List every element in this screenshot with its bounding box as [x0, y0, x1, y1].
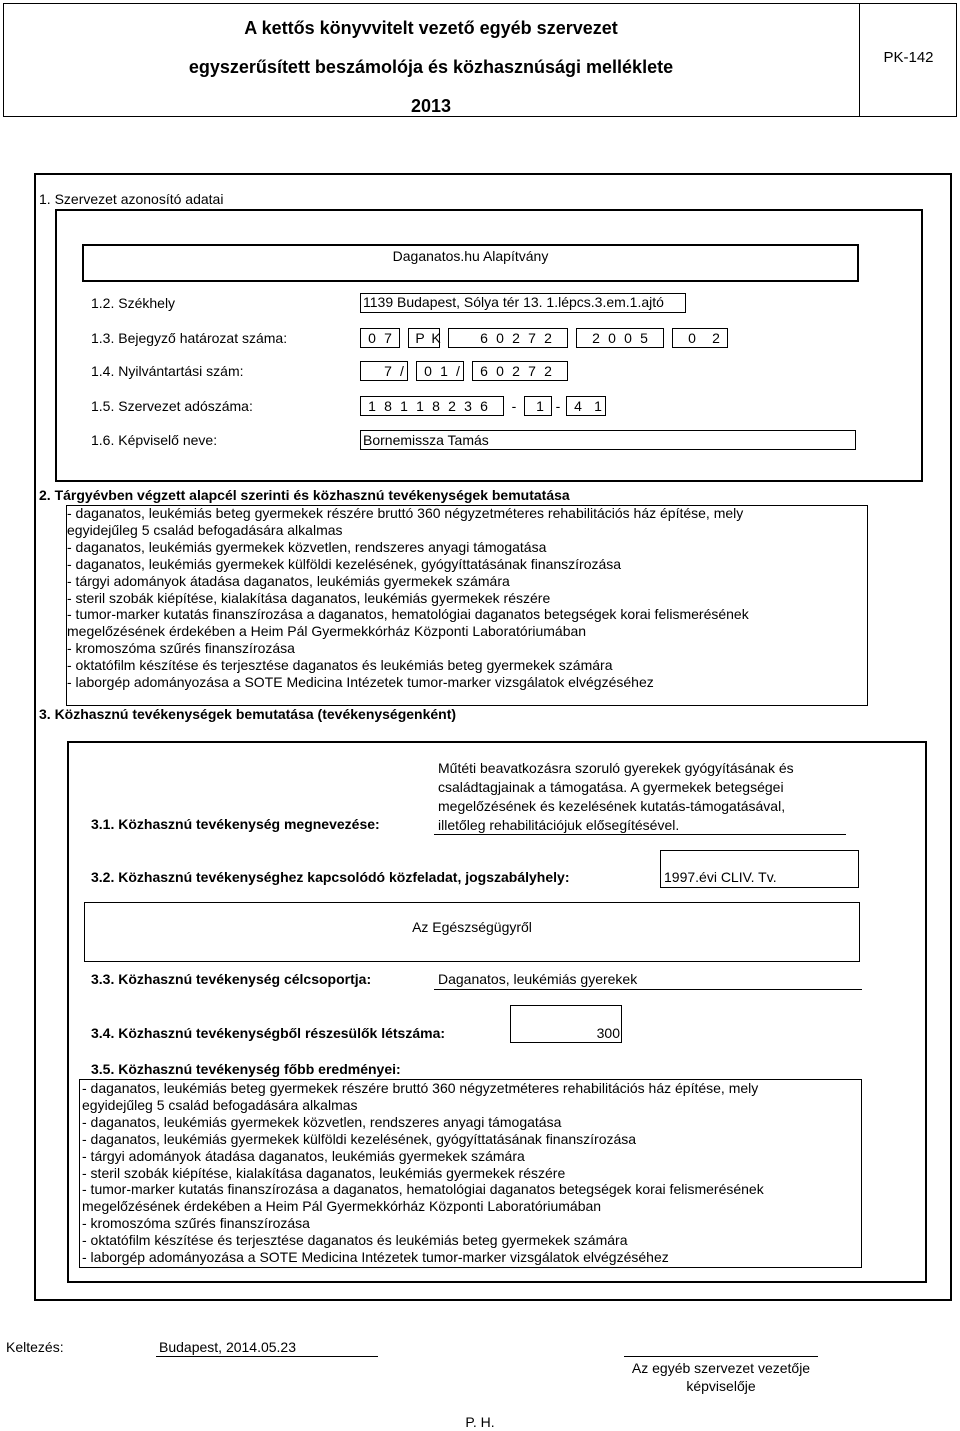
section1-heading: 1. Szervezet azonosító adatai — [39, 191, 224, 207]
tax-char: 1 — [416, 398, 424, 414]
seat-value: 1139 Budapest, Sólya tér 13. 1.lépcs.3.em.1.ajtó — [363, 294, 664, 310]
participants-label: 3.4. Közhasznú tevékenységből részesülők létszáma: — [91, 1025, 446, 1041]
public-task-value: 1997.évi CLIV. Tv. — [664, 869, 777, 885]
resolution-char: P — [415, 330, 425, 346]
activity-name-underline — [434, 834, 846, 835]
section2-line: - laborgép adományozása a SOTE Medicina Intézetek tumor-marker vizsgálatok elvégzéséhez — [67, 674, 654, 691]
activity-name-line: megelőzésének és kezelésének kutatás-támogatásával, — [438, 798, 786, 814]
section2-line: - tumor-marker kutatás finanszírozása a daganatos, hematológiai daganatos betegségek korai felismerésének — [67, 606, 749, 623]
results-text — [82, 1080, 764, 1266]
tax-char: 8 — [384, 398, 392, 414]
target-group-value: Daganatos, leukémiás gyerekek — [438, 971, 638, 987]
date-value: Budapest, 2014.05.23 — [159, 1339, 297, 1355]
resolution-char: 0 — [624, 330, 632, 346]
activity-name-line: illetőleg rehabilitációjuk elősegítésével. — [438, 817, 680, 833]
rep-label: 1.6. Képviselő neve: — [91, 432, 218, 448]
section3-heading: 3. Közhasznú tevékenységek bemutatása (tevékenységenként) — [39, 706, 457, 722]
registry-char: 6 — [480, 363, 488, 379]
public-task-label: 3.2. Közhasznú tevékenységhez kapcsolódó közfeladat, jogszabályhely: — [91, 869, 570, 885]
signatory-line1: Az egyéb szervezet vezetője — [631, 1360, 811, 1376]
resolution-char: 0 — [368, 330, 376, 346]
tax-char: 8 — [432, 398, 440, 414]
tax-char: 2 — [448, 398, 456, 414]
section2-line: egyidejűleg 5 család befogadására alkalmas — [67, 521, 343, 538]
results-line: - tumor-marker kutatás finanszírozása a daganatos, hematológiai daganatos betegségek korai felismerésének — [82, 1181, 764, 1198]
resolution-char: 2 — [712, 330, 720, 346]
tax-char: - — [555, 398, 561, 414]
resolution-char: 2 — [544, 330, 552, 346]
section2-heading: 2. Tárgyévben végzett alapcél szerinti és közhasznú tevékenységek bemutatása — [39, 487, 570, 503]
tax-char: - — [511, 398, 517, 414]
results-line: - oktatófilm készítése és terjesztése daganatos és leukémiás beteg gyermekek számára — [82, 1232, 628, 1249]
results-line: egyidejűleg 5 család befogadására alkalmas — [82, 1096, 358, 1113]
stamp-placeholder: P. H. — [465, 1414, 495, 1430]
registry-char: 2 — [544, 363, 552, 379]
resolution-char: 5 — [640, 330, 648, 346]
law-title: Az Egészségügyről — [412, 919, 532, 935]
section2-line: - kromoszóma szűrés finanszírozása — [67, 640, 295, 657]
resolution-label: 1.3. Bejegyző határozat száma: — [91, 330, 288, 346]
activity-name-line: családtagjainak a támogatása. A gyermekek betegségei — [438, 779, 784, 795]
results-line: - laborgép adományozása a SOTE Medicina Intézetek tumor-marker vizsgálatok elvégzéséhez — [82, 1249, 669, 1266]
section2-line: megelőzésének érdekében a Heim Pál Gyermekkórház Központi Laboratóriumában — [67, 623, 587, 640]
registry-char: 0 — [424, 363, 432, 379]
tax-char: 1 — [368, 398, 376, 414]
tax-char: 3 — [464, 398, 472, 414]
results-line: - daganatos, leukémiás gyermekek közvetlen, rendszeres anyagi támogatása — [82, 1113, 562, 1130]
form-title-line2: egyszerűsített beszámolója és közhasznúsági melléklete — [188, 57, 674, 77]
section2-line: - oktatófilm készítése és terjesztése daganatos és leukémiás beteg gyermekek számára — [67, 657, 613, 674]
form-year: 2013 — [410, 96, 452, 116]
results-label: 3.5. Közhasznú tevékenység főbb eredményei: — [91, 1061, 401, 1077]
org-name: Daganatos.hu Alapítvány — [392, 248, 549, 264]
resolution-char: 0 — [608, 330, 616, 346]
signature-line — [624, 1356, 818, 1357]
resolution-char: 2 — [592, 330, 600, 346]
tax-char: 4 — [574, 398, 582, 414]
section2-line: - daganatos, leukémiás gyermekek közvetlen, rendszeres anyagi támogatása — [67, 538, 547, 555]
resolution-char: 2 — [512, 330, 520, 346]
resolution-char: 6 — [480, 330, 488, 346]
results-line: - tárgyi adományok átadása daganatos, leukémiás gyermekek számára — [82, 1147, 525, 1164]
form-code: PK-142 — [883, 49, 934, 66]
date-underline — [156, 1356, 378, 1357]
resolution-char: 0 — [688, 330, 696, 346]
activity-name-value — [438, 759, 794, 835]
resolution-char: K — [431, 330, 441, 346]
registry-char: / — [400, 363, 404, 379]
resolution-char: 7 — [384, 330, 392, 346]
tax-char: 1 — [536, 398, 544, 414]
results-line: - kromoszóma szűrés finanszírozása — [82, 1215, 310, 1232]
results-line: megelőzésének érdekében a Heim Pál Gyermekkórház Központi Laboratóriumában — [82, 1198, 602, 1215]
section2-line: - steril szobák kiépítése, kialakítása daganatos, leukémiás gyermekek részére — [67, 589, 551, 606]
registry-char: 1 — [440, 363, 448, 379]
registry-char: 2 — [512, 363, 520, 379]
participants-value: 300 — [596, 1025, 620, 1041]
section2-text — [67, 505, 749, 691]
registry-char: 0 — [496, 363, 504, 379]
resolution-char: 7 — [528, 330, 536, 346]
seat-label: 1.2. Székhely — [91, 295, 176, 311]
registry-char: / — [456, 363, 460, 379]
date-label: Keltezés: — [6, 1339, 64, 1355]
form-title-line1: A kettős könyvvitelt vezető egyéb szervezet — [244, 18, 618, 38]
section2-line: - tárgyi adományok átadása daganatos, leukémiás gyermekek számára — [67, 572, 510, 589]
tax-char: 6 — [480, 398, 488, 414]
signatory-line2: képviselője — [686, 1378, 756, 1394]
section2-line: - daganatos, leukémiás gyermekek külföldi kezelésének, gyógyíttatásának finanszírozása — [67, 555, 622, 572]
registry-char: 7 — [384, 363, 392, 379]
tax-char: 1 — [594, 398, 602, 414]
results-line: - steril szobák kiépítése, kialakítása daganatos, leukémiás gyermekek részére — [82, 1164, 566, 1181]
activity-name-line: Műtéti beavatkozásra szoruló gyerekek gyógyításának és — [438, 760, 794, 776]
activity-name-label: 3.1. Közhasznú tevékenység megnevezése: — [91, 816, 380, 832]
target-group-underline — [434, 989, 862, 990]
registry-char: 7 — [528, 363, 536, 379]
results-line: - daganatos, leukémiás beteg gyermekek részére bruttó 360 négyzetméteres rehabilitációs ház építése, mely — [82, 1080, 759, 1096]
resolution-char: 0 — [496, 330, 504, 346]
tax-char: 1 — [400, 398, 408, 414]
results-line: - daganatos, leukémiás gyermekek külföldi kezelésének, gyógyíttatásának finanszírozása — [82, 1130, 637, 1147]
section2-line: - daganatos, leukémiás beteg gyermekek részére bruttó 360 négyzetméteres rehabilitációs ház építése, mely — [67, 505, 744, 521]
target-group-label: 3.3. Közhasznú tevékenység célcsoportja: — [91, 971, 372, 987]
registry-label: 1.4. Nyilvántartási szám: — [91, 363, 244, 379]
rep-value: Bornemissza Tamás — [363, 432, 489, 448]
tax-label: 1.5. Szervezet adószáma: — [91, 398, 253, 414]
